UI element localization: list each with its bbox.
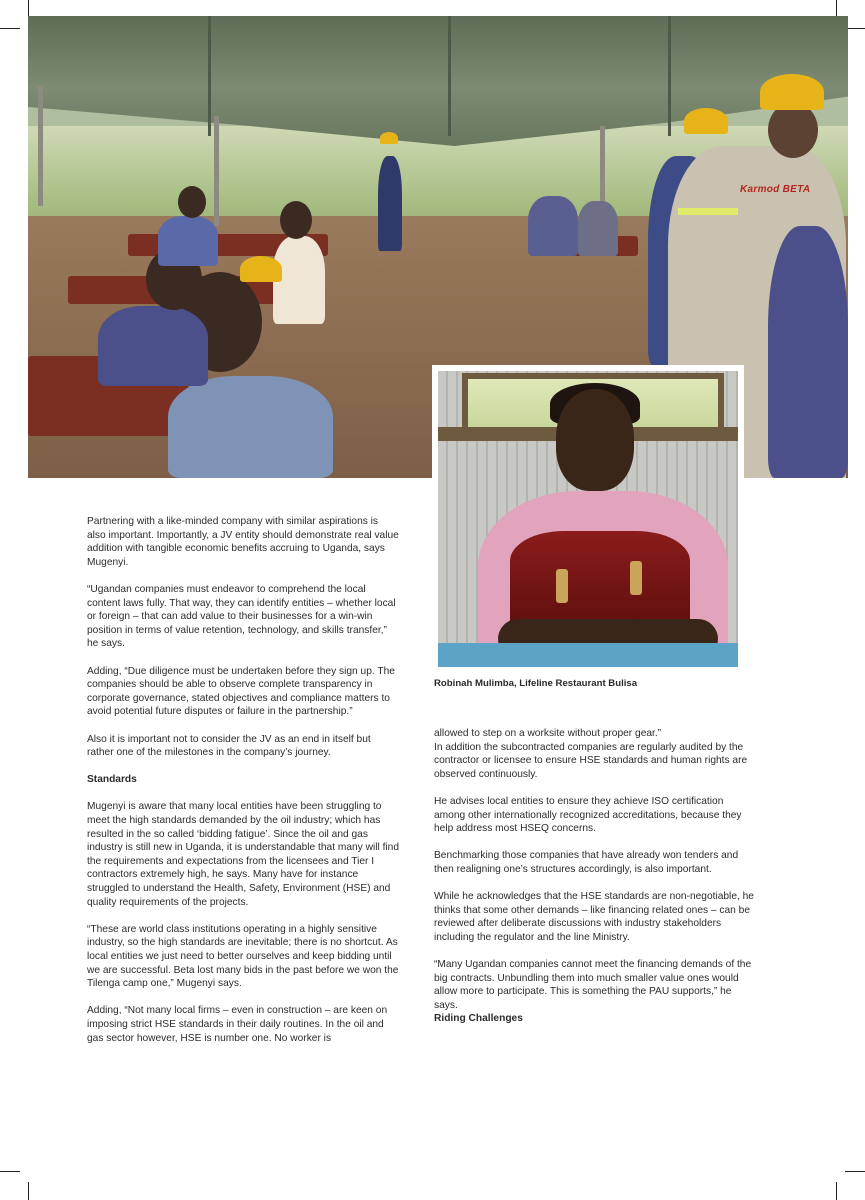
left-text-column <box>87 515 399 1059</box>
paragraph: Benchmarking those companies that have already won tenders and then realigning one’s structures accordingly, is also important. <box>434 850 739 875</box>
tent-seam <box>208 16 211 136</box>
hard-hat <box>380 132 398 144</box>
seated-person <box>158 216 218 266</box>
paragraph: Also it is important not to consider the JV as an end in itself but rather one of the milestones in the company’s journey. <box>87 733 371 759</box>
crop-mark <box>28 1182 29 1200</box>
tent-pole <box>214 116 219 226</box>
paragraph: Partnering with a like-minded company with similar aspirations is also important. Importantly, a JV entity should demonstrate real value addition with tangible economic benefits accruing to Uganda, says Mugenyi. <box>87 516 399 568</box>
crop-mark <box>0 28 20 29</box>
inset-tablecloth <box>438 643 738 667</box>
tent-pole <box>38 86 43 206</box>
paragraph: He advises local entities to ensure they achieve ISO certification among other internationally recognized accreditations, because they help address most HSEQ concerns. <box>434 795 742 835</box>
inset-portrait-frame <box>432 365 744 671</box>
seated-person <box>578 201 618 256</box>
inset-handbag <box>510 531 690 631</box>
paragraph: In addition the subcontracted companies are regularly audited by the contractor or licensee to ensure HSE standards and human rights are observed continuously. <box>434 741 748 780</box>
section-heading: Riding Challenges <box>434 1013 523 1025</box>
crop-mark <box>0 1171 20 1172</box>
crop-mark <box>845 28 865 29</box>
paragraph: Adding, “Not many local firms – even in construction – are keen on imposing strict HSE standards in their daily routines. In the oil and gas sector however, HSE is number one. No worker is <box>87 1005 388 1044</box>
paragraph: “Many Ugandan companies cannot meet the financing demands of the big contracts. Unbundling them into much smaller value ones would allow more to participate. This is something the PAU supports,” he says. <box>434 959 752 1011</box>
paragraph: allowed to step on a worksite without proper gear.” <box>434 728 662 739</box>
crop-mark <box>836 1182 837 1200</box>
paragraph: “These are world class institutions operating in a highly sensitive industry, so the high standards are inevitable; there is no shortcut. As local entities we just need to better ourselves and keep bidding until we are successful. Beta lost many bids in the past before we won the Tilenga camp one,” Mugenyi says. <box>87 923 399 990</box>
right-text-column <box>434 727 754 1040</box>
seated-person <box>168 376 333 478</box>
person-head <box>178 186 206 218</box>
seated-person <box>98 306 208 386</box>
tent-seam <box>668 16 671 136</box>
photo-caption: Robinah Mulimba, Lifeline Restaurant Bulisa <box>434 678 638 689</box>
paragraph: Mugenyi is aware that many local entities have been struggling to meet the high standards demanded by the oil industry; which has resulted in the so called ‘bidding fatigue’. Since the oil and gas industry is still new in Uganda, it is understandable that many will find the requirements and expectations from the licensees and Tier I contractors extremely high, he says. Many have for instance struggled to understand the Health, Safety, Environment (HSE) and quality requirements of the projects. <box>87 801 400 908</box>
crop-mark <box>845 1171 865 1172</box>
standing-worker <box>768 226 848 478</box>
hard-hat <box>240 256 282 282</box>
paragraph: Adding, “Due diligence must be undertaken before they sign up. The companies should be able to observe complete transparency in corporate governance, stated objectives and compliance matters to avoid potential future disputes or failure in the partnership.” <box>87 665 395 718</box>
worker-head <box>768 102 818 158</box>
tent-seam <box>448 16 451 136</box>
standing-person <box>378 156 402 251</box>
paragraph: “Ugandan companies must endeavor to comprehend the local content laws fully. That way, they can identify entities – whether local or foreign – that can add value to their businesses for a win-win position in terms of value retention, technology, and skills transfer,” he says. <box>87 583 396 650</box>
inset-face <box>556 389 634 491</box>
hard-hat <box>760 74 824 110</box>
handbag-clasp <box>630 561 642 595</box>
coat-logo: Karmod BETA <box>740 184 811 195</box>
person-head <box>280 201 312 239</box>
paragraph: While he acknowledges that the HSE standards are non-negotiable, he thinks that some other demands – like financing related ones – can be reviewed after deliberate discussions with industry stakeholders including the regulator and the line Ministry. <box>434 891 754 943</box>
seated-person <box>528 196 578 256</box>
inset-portrait-photo <box>438 371 738 667</box>
reflective-strip <box>678 208 738 215</box>
handbag-clasp <box>556 569 568 603</box>
section-heading: Standards <box>87 774 137 786</box>
hard-hat <box>684 108 728 134</box>
